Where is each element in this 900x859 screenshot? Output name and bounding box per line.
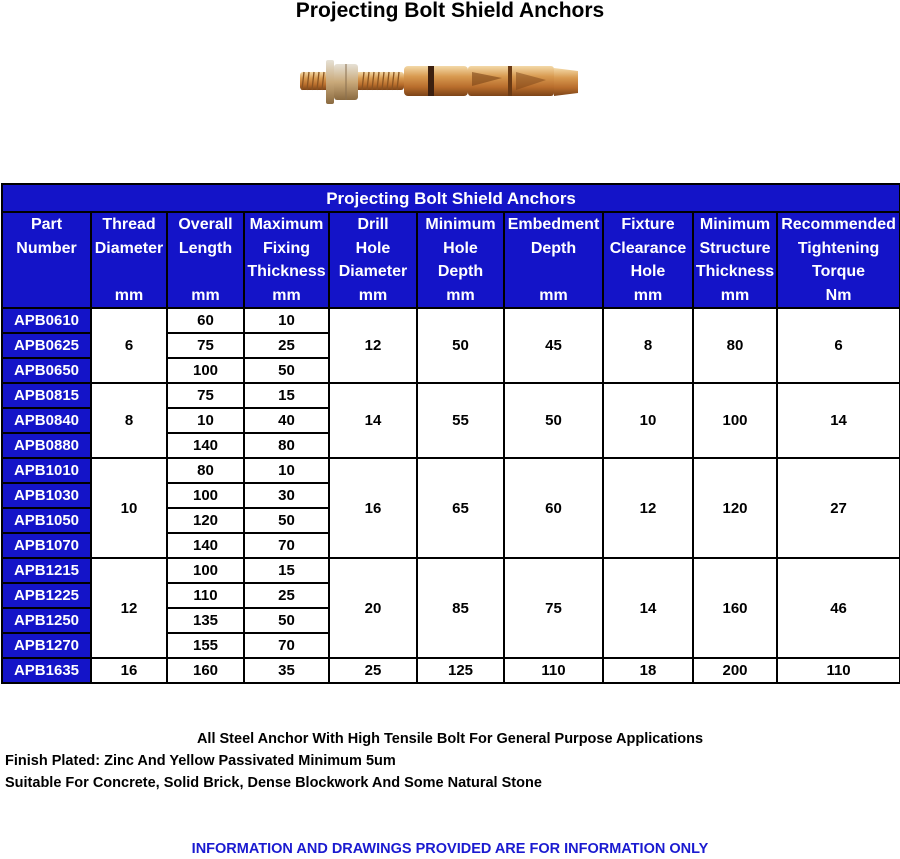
min-structure-cell: 100	[693, 383, 777, 458]
max-fixing-thickness-cell: 80	[244, 433, 329, 458]
min-hole-depth-cell: 50	[417, 308, 504, 383]
column-header-line: Structure	[699, 239, 771, 257]
column-header-line: Hole	[355, 239, 391, 257]
drill-diameter-cell: 20	[329, 558, 417, 658]
min-structure-cell: 200	[693, 658, 777, 683]
column-header-line: mm	[539, 286, 568, 304]
table-row	[2, 383, 900, 408]
torque-cell: 110	[777, 658, 900, 683]
overall-length-cell: 75	[167, 333, 244, 358]
column-header	[2, 212, 91, 308]
part-number-cell: APB1010	[2, 458, 91, 483]
column-header-line: Fixing	[262, 239, 311, 257]
clearance-hole-cell: 18	[603, 658, 693, 683]
max-fixing-thickness-cell: 50	[244, 358, 329, 383]
overall-length-cell: 160	[167, 658, 244, 683]
column-header-line: Length	[178, 239, 233, 257]
min-structure-cell: 160	[693, 558, 777, 658]
min-structure-cell: 120	[693, 458, 777, 558]
column-header-line	[505, 260, 602, 284]
part-number-cell: APB1070	[2, 533, 91, 558]
column-header-line	[92, 260, 166, 284]
max-fixing-thickness-cell: 35	[244, 658, 329, 683]
overall-length-cell: 140	[167, 433, 244, 458]
part-number-cell: APB0840	[2, 408, 91, 433]
overall-length-cell: 140	[167, 533, 244, 558]
embedment-depth-cell: 45	[504, 308, 603, 383]
max-fixing-thickness-cell: 70	[244, 533, 329, 558]
drill-diameter-cell: 16	[329, 458, 417, 558]
overall-length-cell: 100	[167, 483, 244, 508]
note-line-3: Suitable For Concrete, Solid Brick, Dense Blockwork And Some Natural Stone	[5, 775, 542, 791]
column-header-line: mm	[633, 286, 663, 304]
table-banner: Projecting Bolt Shield Anchors	[2, 184, 900, 212]
column-header	[244, 212, 329, 308]
max-fixing-thickness-cell: 25	[244, 583, 329, 608]
part-number-cell: APB1270	[2, 633, 91, 658]
column-header-line: Depth	[530, 239, 577, 257]
column-header-line: Maximum	[249, 216, 324, 233]
max-fixing-thickness-cell: 15	[244, 383, 329, 408]
thread-diameter-cell: 10	[91, 458, 167, 558]
column-header-line: Part	[30, 216, 63, 233]
column-header-line: Drill	[357, 216, 389, 233]
min-hole-depth-cell: 55	[417, 383, 504, 458]
column-header-line: Nm	[825, 286, 852, 304]
max-fixing-thickness-cell: 30	[244, 483, 329, 508]
column-header-line: mm	[191, 286, 220, 304]
part-number-cell: APB1250	[2, 608, 91, 633]
overall-length-cell: 110	[167, 583, 244, 608]
column-header-line: Recommended	[781, 216, 896, 233]
column-header-line: Torque	[812, 263, 866, 280]
column-header-line: Diameter	[338, 263, 408, 280]
column-header-line: Clearance	[609, 239, 687, 257]
column-header-line: mm	[358, 286, 388, 304]
column-header-line	[3, 260, 90, 284]
max-fixing-thickness-cell: 10	[244, 458, 329, 483]
torque-cell: 6	[777, 308, 900, 383]
clearance-hole-cell: 14	[603, 558, 693, 658]
column-header-line: Hole	[443, 239, 478, 257]
table-row	[2, 658, 900, 683]
spec-table	[1, 183, 900, 684]
max-fixing-thickness-cell: 10	[244, 308, 329, 333]
note-line-2: Finish Plated: Zinc And Yellow Passivated Minimum 5um	[5, 753, 396, 769]
column-header-line: Thickness	[695, 263, 775, 280]
part-number-cell: APB0650	[2, 358, 91, 383]
column-header-line: Overall	[178, 216, 233, 233]
clearance-hole-cell: 8	[603, 308, 693, 383]
table-row	[2, 308, 900, 333]
part-number-cell: APB1030	[2, 483, 91, 508]
overall-length-cell: 155	[167, 633, 244, 658]
thread-diameter-cell: 6	[91, 308, 167, 383]
column-header	[693, 212, 777, 308]
column-header-line: Number	[16, 239, 77, 257]
column-header	[417, 212, 504, 308]
column-header-line: Fixture	[621, 216, 675, 233]
embedment-depth-cell: 75	[504, 558, 603, 658]
drill-diameter-cell: 12	[329, 308, 417, 383]
overall-length-cell: 75	[167, 383, 244, 408]
column-header-line: mm	[446, 286, 475, 304]
table-row	[2, 458, 900, 483]
column-header-line: Depth	[437, 263, 484, 280]
column-header-line: Thread	[102, 216, 156, 233]
drill-diameter-cell: 14	[329, 383, 417, 458]
part-number-cell: APB0880	[2, 433, 91, 458]
embedment-depth-cell: 110	[504, 658, 603, 683]
part-number-cell: APB0610	[2, 308, 91, 333]
max-fixing-thickness-cell: 15	[244, 558, 329, 583]
overall-length-cell: 100	[167, 558, 244, 583]
column-header-line: mm	[114, 286, 144, 304]
overall-length-cell: 10	[167, 408, 244, 433]
part-number-cell: APB0815	[2, 383, 91, 408]
thread-diameter-cell: 16	[91, 658, 167, 683]
torque-cell: 14	[777, 383, 900, 458]
column-header-line: Minimum	[699, 216, 771, 233]
column-header-line: Diameter	[94, 239, 164, 257]
max-fixing-thickness-cell: 40	[244, 408, 329, 433]
part-number-cell: APB1635	[2, 658, 91, 683]
min-hole-depth-cell: 65	[417, 458, 504, 558]
column-header-line: Hole	[630, 263, 666, 280]
thread-diameter-cell: 12	[91, 558, 167, 658]
column-header-line	[168, 260, 243, 284]
part-number-cell: APB0625	[2, 333, 91, 358]
column-header-line	[3, 284, 90, 308]
header-row	[2, 212, 900, 308]
column-header	[603, 212, 693, 308]
column-header-line: mm	[720, 286, 750, 304]
part-number-cell: APB1225	[2, 583, 91, 608]
torque-cell: 46	[777, 558, 900, 658]
disclaimer: INFORMATION AND DRAWINGS PROVIDED ARE FOR INFORMATION ONLY	[191, 841, 709, 857]
page-title: Projecting Bolt Shield Anchors	[295, 0, 605, 22]
overall-length-cell: 100	[167, 358, 244, 383]
column-header-line: Tightening	[797, 239, 880, 257]
max-fixing-thickness-cell: 70	[244, 633, 329, 658]
clearance-hole-cell: 10	[603, 383, 693, 458]
column-header-line: Thickness	[247, 263, 326, 280]
min-hole-depth-cell: 85	[417, 558, 504, 658]
thread-diameter-cell: 8	[91, 383, 167, 458]
overall-length-cell: 135	[167, 608, 244, 633]
max-fixing-thickness-cell: 50	[244, 608, 329, 633]
min-hole-depth-cell: 125	[417, 658, 504, 683]
notes	[0, 728, 900, 794]
embedment-depth-cell: 60	[504, 458, 603, 558]
embedment-depth-cell: 50	[504, 383, 603, 458]
column-header	[167, 212, 244, 308]
table-body	[2, 308, 900, 683]
note-line-1: All Steel Anchor With High Tensile Bolt For General Purpose Applications	[196, 731, 704, 747]
drill-diameter-cell: 25	[329, 658, 417, 683]
column-header	[91, 212, 167, 308]
min-structure-cell: 80	[693, 308, 777, 383]
column-header	[777, 212, 900, 308]
anchor-bolt-image	[296, 56, 586, 108]
overall-length-cell: 60	[167, 308, 244, 333]
torque-cell: 27	[777, 458, 900, 558]
overall-length-cell: 120	[167, 508, 244, 533]
part-number-cell: APB1050	[2, 508, 91, 533]
column-header	[329, 212, 417, 308]
max-fixing-thickness-cell: 25	[244, 333, 329, 358]
column-header	[504, 212, 603, 308]
overall-length-cell: 80	[167, 458, 244, 483]
column-header-line: Embedment	[507, 216, 600, 233]
column-header-line: mm	[272, 286, 301, 304]
clearance-hole-cell: 12	[603, 458, 693, 558]
max-fixing-thickness-cell: 50	[244, 508, 329, 533]
column-header-line: Minimum	[425, 216, 496, 233]
table-row	[2, 558, 900, 583]
part-number-cell: APB1215	[2, 558, 91, 583]
